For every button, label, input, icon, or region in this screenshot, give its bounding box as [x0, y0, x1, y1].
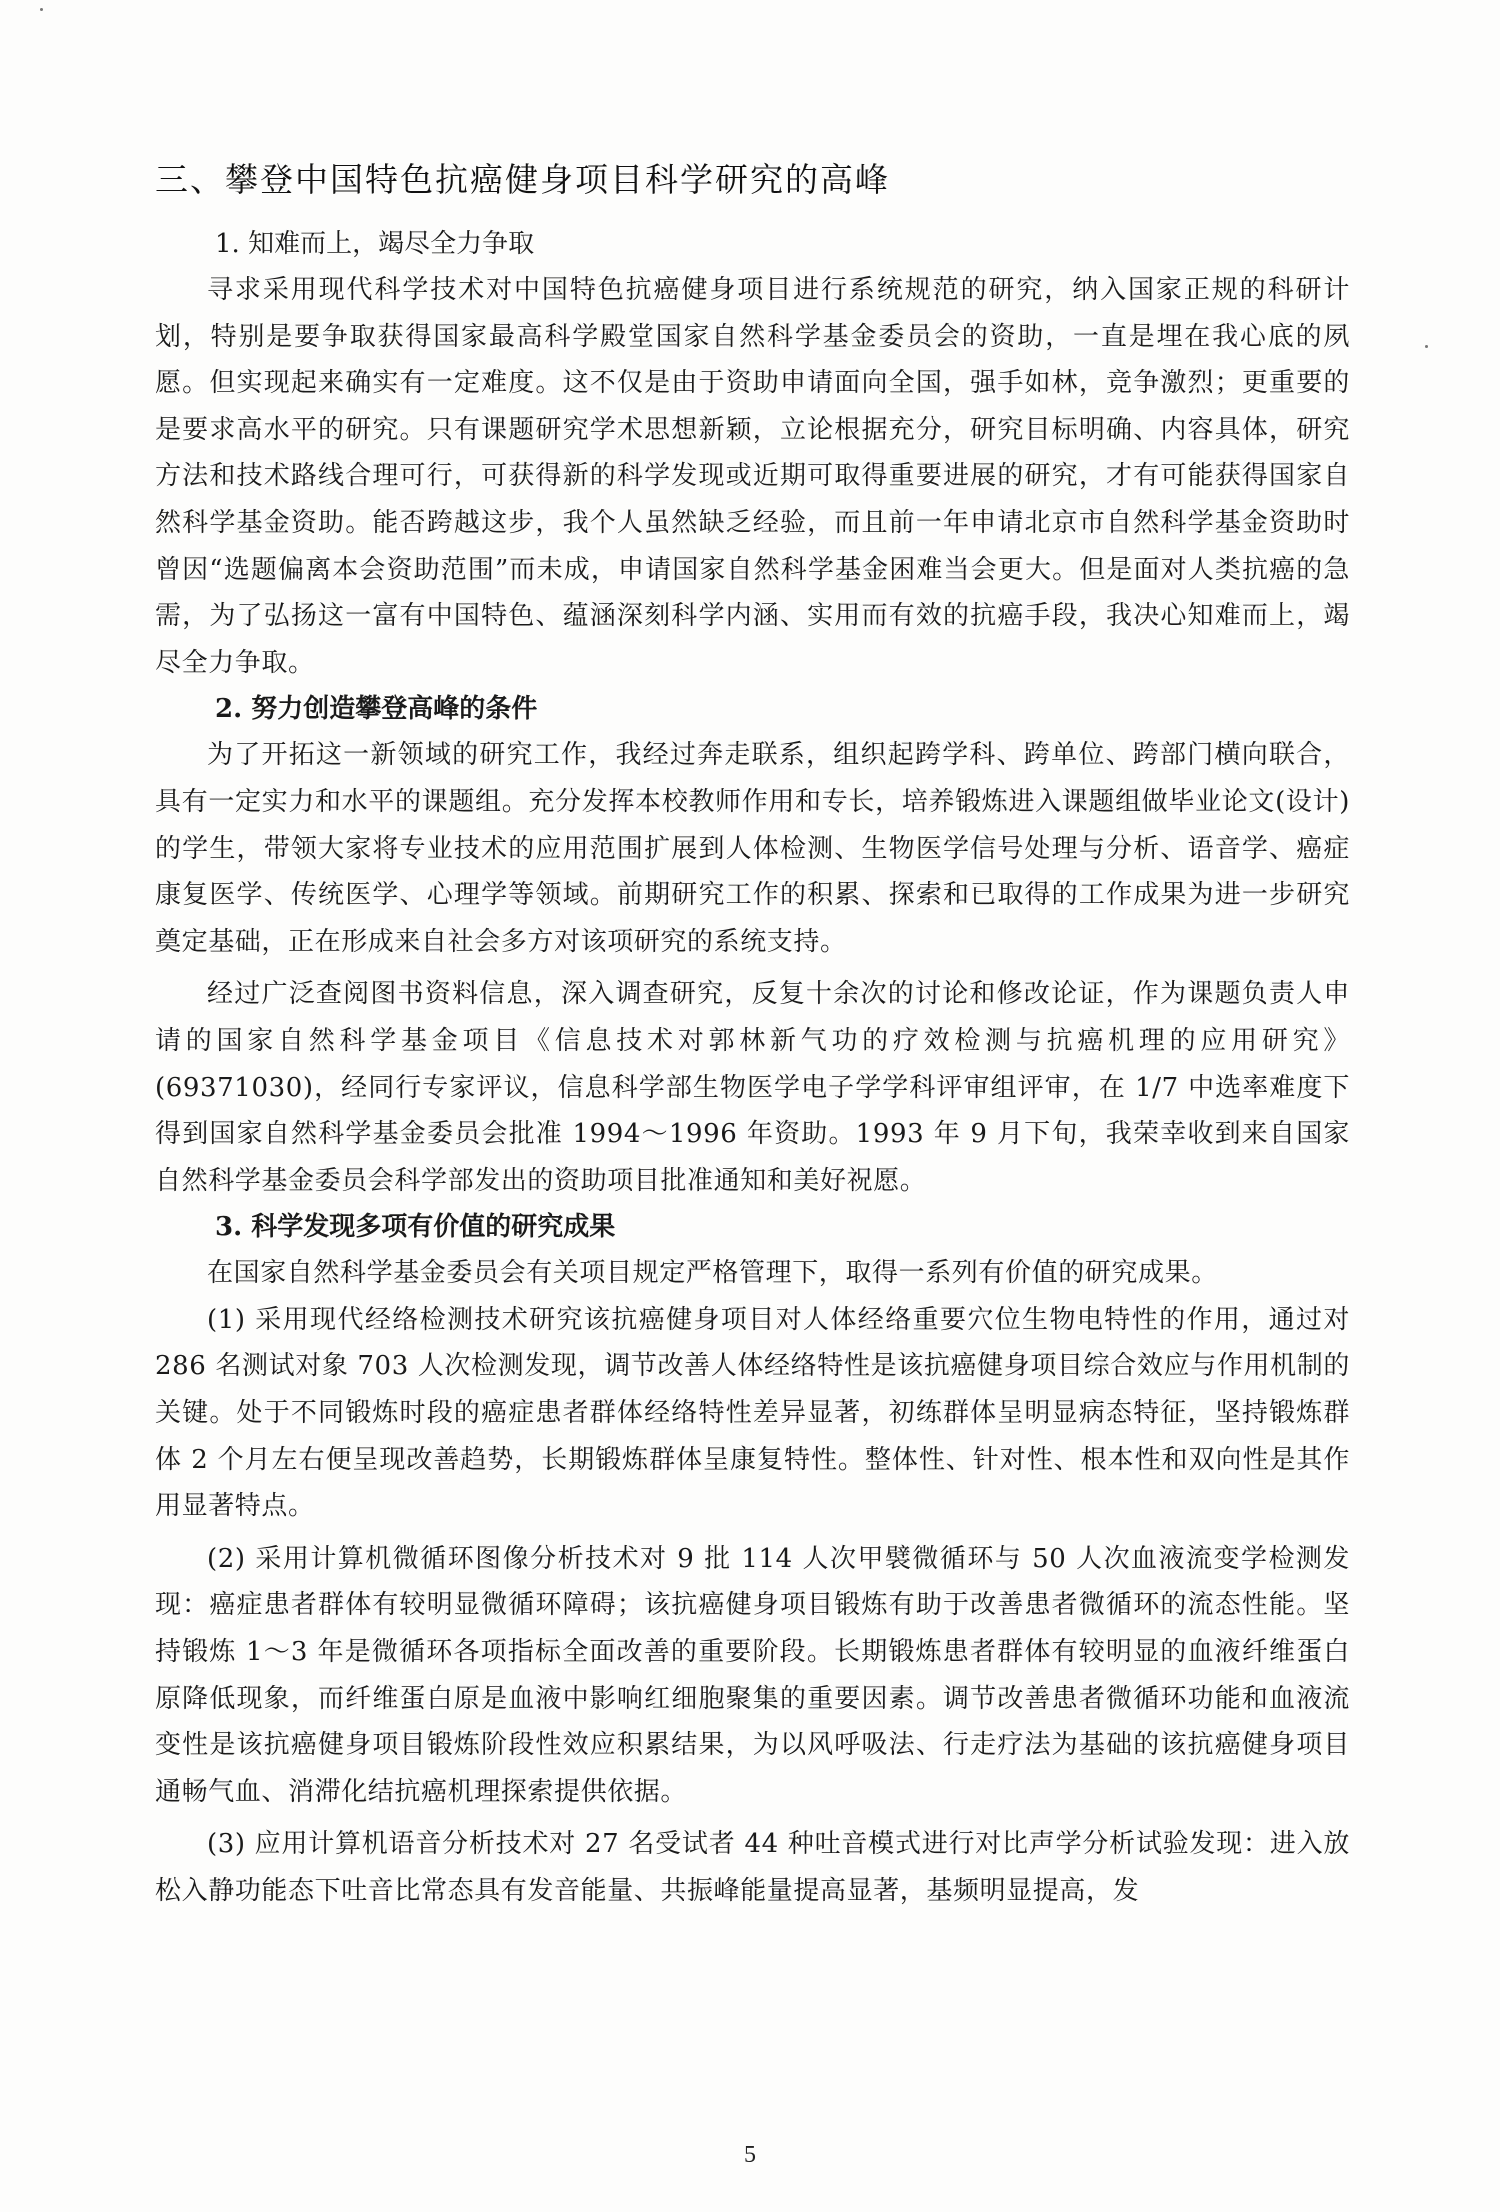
scan-speck: [1425, 345, 1428, 348]
paragraph: 在国家自然科学基金委员会有关项目规定严格管理下，取得一系列有价值的研究成果。: [207, 1258, 1218, 1289]
page-number: 5: [744, 2142, 756, 2168]
section-title: 三、攀登中国特色抗癌健身项目科学研究的高峰: [155, 160, 890, 199]
scan-speck: [40, 8, 43, 11]
paragraph: (3) 应用计算机语音分析技术对 27 名受试者 44 种吐音模式进行对比声学分析试验发现：进入放松入静功能态下吐音比常态具有发音能量、共振峰能量提高显著，基频明显提高，发: [155, 1829, 1350, 1906]
subsection-heading-3: 3. 科学发现多项有价值的研究成果: [215, 1212, 616, 1243]
paragraph: 经过广泛查阅图书资料信息，深入调查研究，反复十余次的讨论和修改论证，作为课题负责人申请的国家自然科学基金项目《信息技术对郭林新气功的疗效检测与抗癌机理的应用研究》(69371030)，经同行专家评议，信息科学部生物医学电子学学科评审组评审，在 1/7 中选率难度下得到国家自然科学基金委员会批准 1994～1996 年资助。1993 年 9 月下旬，我荣幸收到来自国家自然科学基金委员会科学部发出的资助项目批准通知和美好祝愿。: [155, 979, 1350, 1196]
paragraph: (1) 采用现代经络检测技术研究该抗癌健身项目对人体经络重要穴位生物电特性的作用，通过对 286 名测试对象 703 人次检测发现，调节改善人体经络特性是该抗癌健身项目综合效应与作用机制的关键。处于不同锻炼时段的癌症患者群体经络特性差异显著，初练群体呈明显病态特征，坚持锻炼群体 2 个月左右便呈现改善趋势，长期锻炼群体呈康复特性。整体性、针对性、根本性和双向性是其作用显著特点。: [155, 1304, 1350, 1522]
paragraph: 寻求采用现代科学技术对中国特色抗癌健身项目进行系统规范的研究，纳入国家正规的科研计划，特别是要争取获得国家最高科学殿堂国家自然科学基金委员会的资助，一直是埋在我心底的夙愿。但实现起来确实有一定难度。这不仅是由于资助申请面向全国，强手如林，竞争激烈；更重要的是要求高水平的研究。只有课题研究学术思想新颖，立论根据充分，研究目标明确、内容具体，研究方法和技术路线合理可行，可获得新的科学发现或近期可取得重要进展的研究，才有可能获得国家自然科学基金资助。能否跨越这步，我个人虽然缺乏经验，而且前一年申请北京市自然科学基金资助时曾因“选题偏离本会资助范围”而未成，申请国家自然科学基金困难当会更大。但是面对人类抗癌的急需，为了弘扬这一富有中国特色、蕴涵深刻科学内涵、实用而有效的抗癌手段，我决心知难而上，竭尽全力争取。: [155, 275, 1350, 678]
page-body: [155, 155, 1350, 1915]
subsection-heading-1: 1. 知难而上，竭尽全力争取: [215, 229, 535, 259]
subsection-heading-2: 2. 努力创造攀登高峰的条件: [215, 694, 538, 725]
paragraph: 为了开拓这一新领域的研究工作，我经过奔走联系，组织起跨学科、跨单位、跨部门横向联合，具有一定实力和水平的课题组。充分发挥本校教师作用和专长，培养锻炼进入课题组做毕业论文(设计)的学生，带领大家将专业技术的应用范围扩展到人体检测、生物医学信号处理与分析、语音学、癌症康复医学、传统医学、心理学等领域。前期研究工作的积累、探索和已取得的工作成果为进一步研究奠定基础，正在形成来自社会多方对该项研究的系统支持。: [155, 740, 1350, 957]
paragraph: (2) 采用计算机微循环图像分析技术对 9 批 114 人次甲襞微循环与 50 人次血液流变学检测发现：癌症患者群体有较明显微循环障碍；该抗癌健身项目锻炼有助于改善患者微循环的流态性能。坚持锻炼 1～3 年是微循环各项指标全面改善的重要阶段。长期锻炼患者群体有较明显的血液纤维蛋白原降低现象，而纤维蛋白原是血液中影响红细胞聚集的重要因素。调节改善患者微循环功能和血液流变性是该抗癌健身项目锻炼阶段性效应积累结果，为以风呼吸法、行走疗法为基础的该抗癌健身项目通畅气血、消滞化结抗癌机理探索提供依据。: [155, 1543, 1350, 1807]
